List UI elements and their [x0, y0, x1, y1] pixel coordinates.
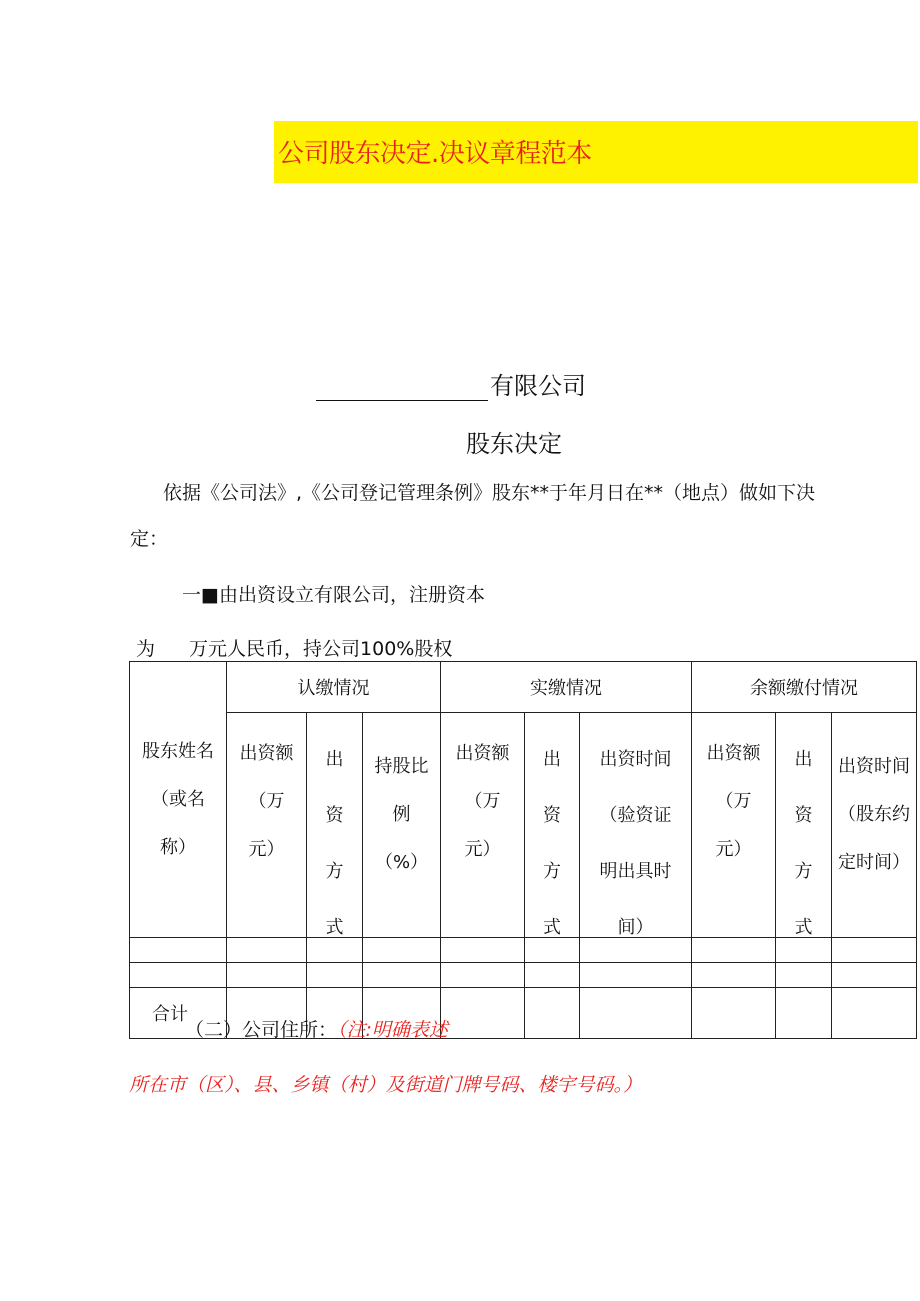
decision-title: 股东决定: [466, 430, 562, 458]
time-line: （股东约: [838, 804, 911, 825]
item1-rest: 万元人民币，持公司100%股权: [189, 638, 453, 660]
amount-line: 元）: [248, 839, 285, 860]
sub-method-1: [307, 713, 363, 938]
time-line: 出资时间: [599, 749, 672, 770]
amount-line: （万: [715, 791, 752, 812]
item2-label: （二）公司住所：: [185, 1019, 338, 1041]
document-title: 公司股东决定.决议章程范本: [278, 139, 592, 169]
sub-amount-1: [227, 713, 307, 938]
company-suffix: 有限公司: [490, 372, 586, 400]
method-char: 式: [325, 917, 344, 938]
title-banner: [274, 121, 918, 183]
ratio-line: 持股比: [374, 756, 429, 777]
item1-line-1: 一■由出资设立有限公司，注册资本: [182, 584, 485, 606]
amount-line: 元）: [715, 839, 752, 860]
table-cell: [441, 963, 525, 988]
intro-line-2: 定：: [130, 528, 169, 550]
amount-line: 出资额: [455, 743, 510, 764]
table-cell: [525, 988, 580, 1039]
time-line: 明出具时: [599, 861, 672, 882]
time-line: 出资时间: [838, 756, 911, 777]
total-label: 合计: [130, 988, 227, 1039]
method-char: 资: [543, 805, 562, 826]
method-char: 出: [543, 749, 562, 770]
table-cell: [363, 938, 441, 963]
table-cell: [692, 938, 776, 963]
sub-method-2: [525, 713, 580, 938]
method-char: 出: [794, 749, 813, 770]
method-char: 方: [543, 861, 562, 882]
name-header-line-3: 称）: [160, 836, 196, 858]
table-cell: [692, 963, 776, 988]
company-name-blank: [316, 374, 488, 401]
table-row: [130, 963, 917, 988]
method-char: 式: [543, 917, 562, 938]
table-cell: [130, 938, 227, 963]
shareholder-table: [129, 661, 917, 1039]
amount-line: 元）: [464, 839, 501, 860]
name-header-line-1: 股东姓名: [142, 740, 214, 762]
method-char: 出: [325, 749, 344, 770]
table-cell: [832, 988, 917, 1039]
table-cell: [525, 963, 580, 988]
intro-line-1: 依据《公司法》,《公司登记管理条例》股东**于年月日在**（地点）做如下决: [163, 482, 816, 504]
table-cell: [441, 938, 525, 963]
item2-note-start: （注:明确表述: [337, 1019, 448, 1041]
amount-line: 出资额: [706, 743, 761, 764]
time-line: 定时间）: [838, 852, 911, 873]
sub-amount-2: [441, 713, 525, 938]
group-remaining: 余额缴付情况: [692, 662, 917, 713]
ratio-line: （%）: [374, 852, 429, 873]
method-char: 资: [325, 805, 344, 826]
table-cell: [363, 963, 441, 988]
time-line: 间）: [617, 917, 654, 938]
sub-amount-3: [692, 713, 776, 938]
item1-line-2: [136, 634, 452, 661]
item2-line-1: [185, 1015, 448, 1042]
table-cell: [227, 963, 307, 988]
group-paid: 实缴情况: [441, 662, 692, 713]
method-char: 方: [325, 861, 344, 882]
table-cell: [580, 988, 692, 1039]
sub-time-remaining: [832, 713, 917, 938]
method-char: 方: [794, 861, 813, 882]
table-cell: [776, 963, 832, 988]
amount-line: （万: [248, 791, 285, 812]
amount-line: 出资额: [239, 743, 294, 764]
item2-note-rest: 所在市（区）、县、乡镇（村）及街道门牌号码、楼宇号码。）: [129, 1074, 643, 1096]
name-header-line-2: （或名: [151, 788, 205, 810]
table-cell: [441, 988, 525, 1039]
header-shareholder-name: [130, 662, 227, 938]
item1-prefix: 为: [136, 638, 156, 660]
group-subscribed: 认缴情况: [227, 662, 441, 713]
table-cell: [692, 988, 776, 1039]
method-char: 式: [794, 917, 813, 938]
sub-ratio: [363, 713, 441, 938]
table-cell: [832, 963, 917, 988]
table-cell: [130, 963, 227, 988]
sub-method-3: [776, 713, 832, 938]
table-cell: [580, 963, 692, 988]
table-cell: [776, 988, 832, 1039]
method-char: 资: [794, 805, 813, 826]
amount-line: （万: [464, 791, 501, 812]
time-line: （验资证: [599, 805, 672, 826]
table-cell: [227, 938, 307, 963]
ratio-line: 例: [392, 804, 411, 825]
company-name-line: [316, 366, 586, 401]
table-cell: [307, 963, 363, 988]
sub-time-paid: [580, 713, 692, 938]
table-cell: [832, 938, 917, 963]
